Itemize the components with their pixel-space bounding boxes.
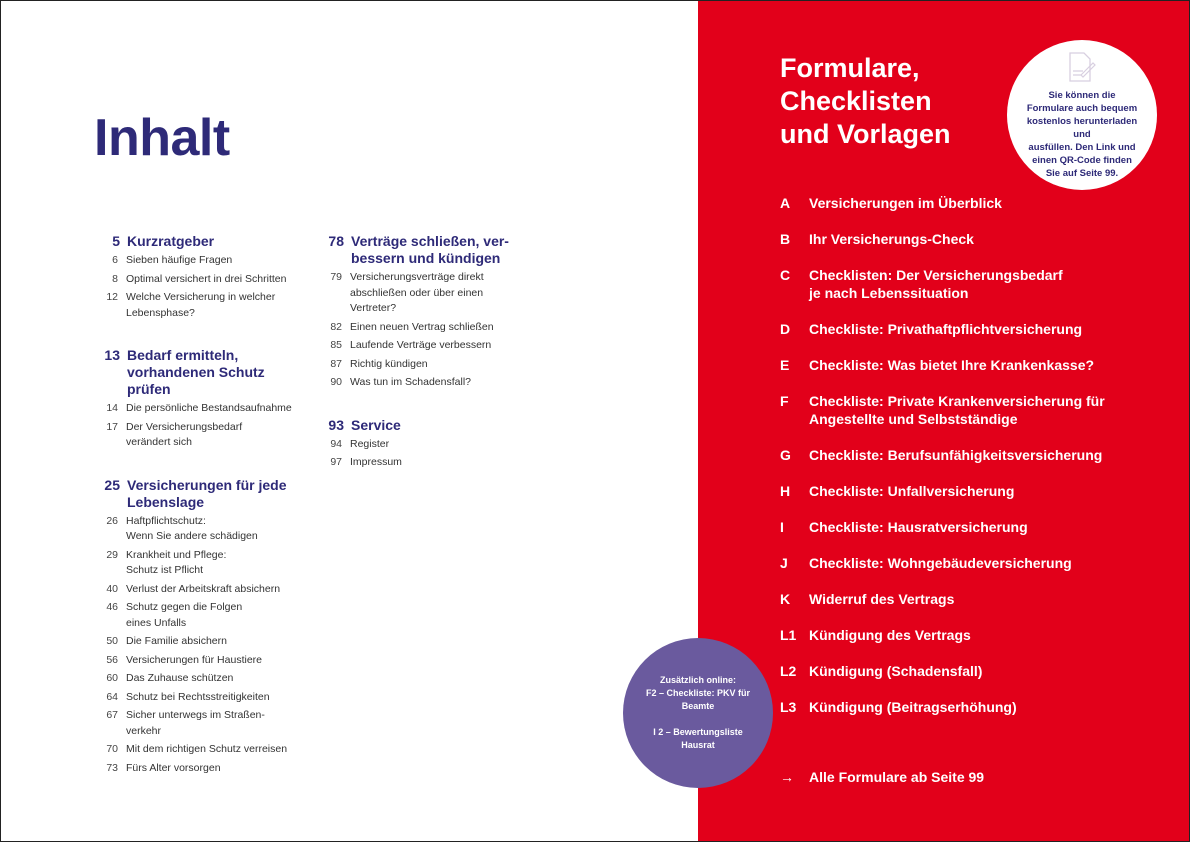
form-title: Checkliste: Wohngebäudeversicherung <box>809 555 1072 571</box>
toc-chapter[interactable] <box>318 417 528 434</box>
arrow-right-icon: → <box>780 769 794 785</box>
chapter-title: Verträge schließen, ver- bessern und kündigen <box>351 233 509 266</box>
forms-title: Formulare, Checklisten und Vorlagen <box>780 53 951 149</box>
chapter-page: 13 <box>104 347 120 363</box>
item-title: Die persönliche Bestandsaufnahme <box>126 402 292 414</box>
toc-item[interactable] <box>94 290 314 321</box>
item-page: 26 <box>106 514 118 527</box>
item-title: Welche Versicherung in welcher Lebensphase? <box>126 291 276 319</box>
toc-section <box>94 233 314 321</box>
item-page: 6 <box>112 254 118 266</box>
toc-chapter[interactable] <box>318 233 528 267</box>
toc-chapter[interactable] <box>94 477 314 511</box>
item-page: 46 <box>106 601 118 613</box>
toc-item[interactable] <box>94 514 314 545</box>
form-letter: H <box>780 483 791 499</box>
toc-section <box>318 417 528 471</box>
item-page: 17 <box>106 420 118 433</box>
chapter-page: 78 <box>328 233 344 249</box>
item-title: Richtig kündigen <box>350 357 428 370</box>
item-title: Das Zuhause schützen <box>126 672 234 684</box>
form-title: Kündigung des Vertrags <box>809 627 971 643</box>
item-page: 40 <box>106 582 118 595</box>
form-item[interactable] <box>780 554 1180 572</box>
item-title: Sieben häufige Fragen <box>126 254 233 266</box>
form-letter: J <box>780 555 788 571</box>
toc-item[interactable] <box>94 742 314 758</box>
toc-item[interactable] <box>318 437 528 453</box>
item-title: Mit dem richtigen Schutz verreisen <box>126 743 288 755</box>
form-title: Checkliste: Privathaftpflichtversicherung <box>809 321 1083 337</box>
item-title: Verlust der Arbeitskraft absichern <box>126 582 281 595</box>
item-page: 79 <box>330 271 342 283</box>
form-item[interactable] <box>780 662 1180 680</box>
form-letter: L2 <box>780 663 797 679</box>
form-letter: L1 <box>780 627 797 643</box>
form-item[interactable] <box>780 266 1180 302</box>
item-page: 82 <box>330 320 342 333</box>
form-item[interactable] <box>780 356 1180 374</box>
item-page: 70 <box>106 743 118 755</box>
item-title: Schutz gegen die Folgen eines Unfalls <box>126 601 243 629</box>
toc-column-2 <box>318 233 528 497</box>
all-forms-link[interactable] <box>780 769 984 785</box>
form-letter: B <box>780 231 791 247</box>
form-title: Checkliste: Unfallversicherung <box>809 483 1015 499</box>
item-title: Versicherungsverträge direkt abschließen oder über einen Vertreter? <box>350 271 484 314</box>
toc-chapter[interactable] <box>94 347 314 398</box>
item-page: 56 <box>106 653 118 666</box>
form-letter: C <box>780 267 791 283</box>
item-title: Schutz bei Rechtsstreitigkeiten <box>126 690 270 703</box>
toc-item[interactable] <box>318 320 528 336</box>
item-page: 12 <box>106 291 118 303</box>
form-letter: K <box>780 591 791 607</box>
toc-item[interactable] <box>318 455 528 471</box>
all-forms-label: Alle Formulare ab Seite 99 <box>809 769 985 785</box>
form-letter: E <box>780 357 790 373</box>
form-letter: L3 <box>780 699 797 715</box>
item-page: 85 <box>330 339 342 351</box>
item-page: 50 <box>106 635 118 647</box>
item-title: Fürs Alter vorsorgen <box>126 761 221 774</box>
form-title: Checkliste: Hausratversicherung <box>809 519 1028 535</box>
chapter-page: 25 <box>104 476 120 493</box>
toc-item[interactable] <box>94 582 314 598</box>
form-title: Checkliste: Was bietet Ihre Krankenkasse? <box>809 357 1095 373</box>
form-item[interactable] <box>780 482 1180 500</box>
chapter-page: 5 <box>112 233 120 249</box>
form-letter: F <box>780 393 789 409</box>
form-title: Versicherungen im Überblick <box>809 195 1002 211</box>
form-title: Kündigung (Schadensfall) <box>809 663 983 679</box>
form-title: Widerruf des Vertrags <box>809 591 955 607</box>
toc-section <box>94 477 314 777</box>
item-page: 90 <box>330 376 342 388</box>
toc-item[interactable] <box>94 708 314 739</box>
toc-item[interactable] <box>94 548 314 579</box>
form-pen-icon <box>1067 51 1097 83</box>
form-letter: I <box>780 519 784 535</box>
toc-item[interactable] <box>94 634 314 650</box>
form-title: Checkliste: Berufsunfähigkeitsversicherung <box>809 447 1103 463</box>
form-item[interactable] <box>780 446 1180 464</box>
form-item[interactable] <box>780 392 1180 428</box>
toc-item[interactable] <box>94 653 314 669</box>
toc-item[interactable] <box>94 272 314 288</box>
toc-column-1 <box>94 233 314 802</box>
form-letter: A <box>780 195 791 211</box>
item-page: 60 <box>106 672 118 684</box>
download-note-bubble <box>1007 40 1157 190</box>
forms-list <box>780 194 1180 734</box>
form-item[interactable] <box>780 518 1180 536</box>
item-title: Versicherungen für Haustiere <box>126 653 262 666</box>
form-title: Checkliste: Private Krankenversicherung für Angestellte und Selbstständige <box>809 393 1105 427</box>
toc-item[interactable] <box>318 357 528 373</box>
form-title: Kündigung (Beitragserhöhung) <box>809 699 1017 715</box>
toc-item[interactable] <box>94 253 314 269</box>
item-page: 8 <box>112 272 118 285</box>
form-title: Checklisten: Der Versicherungsbedarf je nach Lebenssituation <box>809 267 1063 301</box>
item-page: 97 <box>330 456 342 468</box>
form-item[interactable] <box>780 230 1180 248</box>
item-title: Der Versicherungsbedarf verändert sich <box>126 420 243 448</box>
item-page: 87 <box>330 357 342 370</box>
form-item[interactable] <box>780 590 1180 608</box>
form-item[interactable] <box>780 698 1180 716</box>
page-title: Inhalt <box>94 109 230 167</box>
chapter-title: Bedarf ermitteln, vorhandenen Schutz prüfen <box>127 347 265 397</box>
toc-item[interactable] <box>94 761 314 777</box>
download-note-text: Sie können die Formulare auch bequem kostenlos herunterladen und ausfüllen. Den Link und einen QR-Code finden Sie auf Seite 99. <box>1026 89 1138 179</box>
toc-item[interactable] <box>318 270 528 317</box>
chapter-page: 93 <box>328 416 344 433</box>
form-letter: G <box>780 447 791 463</box>
online-note-bubble <box>623 638 773 788</box>
form-letter: D <box>780 321 791 337</box>
item-title: Sicher unterwegs im Straßen- verkehr <box>126 709 265 737</box>
toc-section <box>94 347 314 451</box>
item-page: 14 <box>106 402 118 414</box>
item-title: Haftpflichtschutz: Wenn Sie andere schädigen <box>126 514 258 542</box>
toc-item[interactable] <box>94 420 314 451</box>
chapter-title: Kurzratgeber <box>127 233 215 249</box>
item-page: 29 <box>106 548 118 561</box>
toc-item[interactable] <box>94 690 314 706</box>
toc-chapter[interactable] <box>94 233 314 250</box>
item-title: Einen neuen Vertrag schließen <box>350 320 494 333</box>
toc-section <box>318 233 528 391</box>
item-page: 94 <box>330 437 342 450</box>
chapter-title: Service <box>351 416 401 433</box>
form-item[interactable] <box>780 320 1180 338</box>
item-title: Optimal versichert in drei Schritten <box>126 272 287 285</box>
item-title: Register <box>350 437 390 450</box>
item-title: Laufende Verträge verbessern <box>350 339 492 351</box>
item-title: Impressum <box>350 456 402 468</box>
item-page: 67 <box>106 709 118 721</box>
form-item[interactable] <box>780 194 1180 212</box>
toc-item[interactable] <box>94 671 314 687</box>
item-page: 73 <box>106 761 118 774</box>
form-title: Ihr Versicherungs-Check <box>809 231 974 247</box>
toc-item[interactable] <box>318 375 528 391</box>
item-title: Die Familie absichern <box>126 635 227 647</box>
item-page: 64 <box>106 690 118 703</box>
item-title: Was tun im Schadensfall? <box>350 376 472 388</box>
chapter-title: Versicherungen für jede Lebenslage <box>127 476 287 510</box>
toc-item[interactable] <box>94 401 314 417</box>
toc-item[interactable] <box>94 600 314 631</box>
toc-item[interactable] <box>318 338 528 354</box>
form-item[interactable] <box>780 626 1180 644</box>
online-note-text: Zusätzlich online: F2 – Checkliste: PKV für Beamte I 2 – Bewertungsliste Hausrat <box>645 675 751 750</box>
item-title: Krankheit und Pflege: Schutz ist Pflicht <box>126 548 227 576</box>
